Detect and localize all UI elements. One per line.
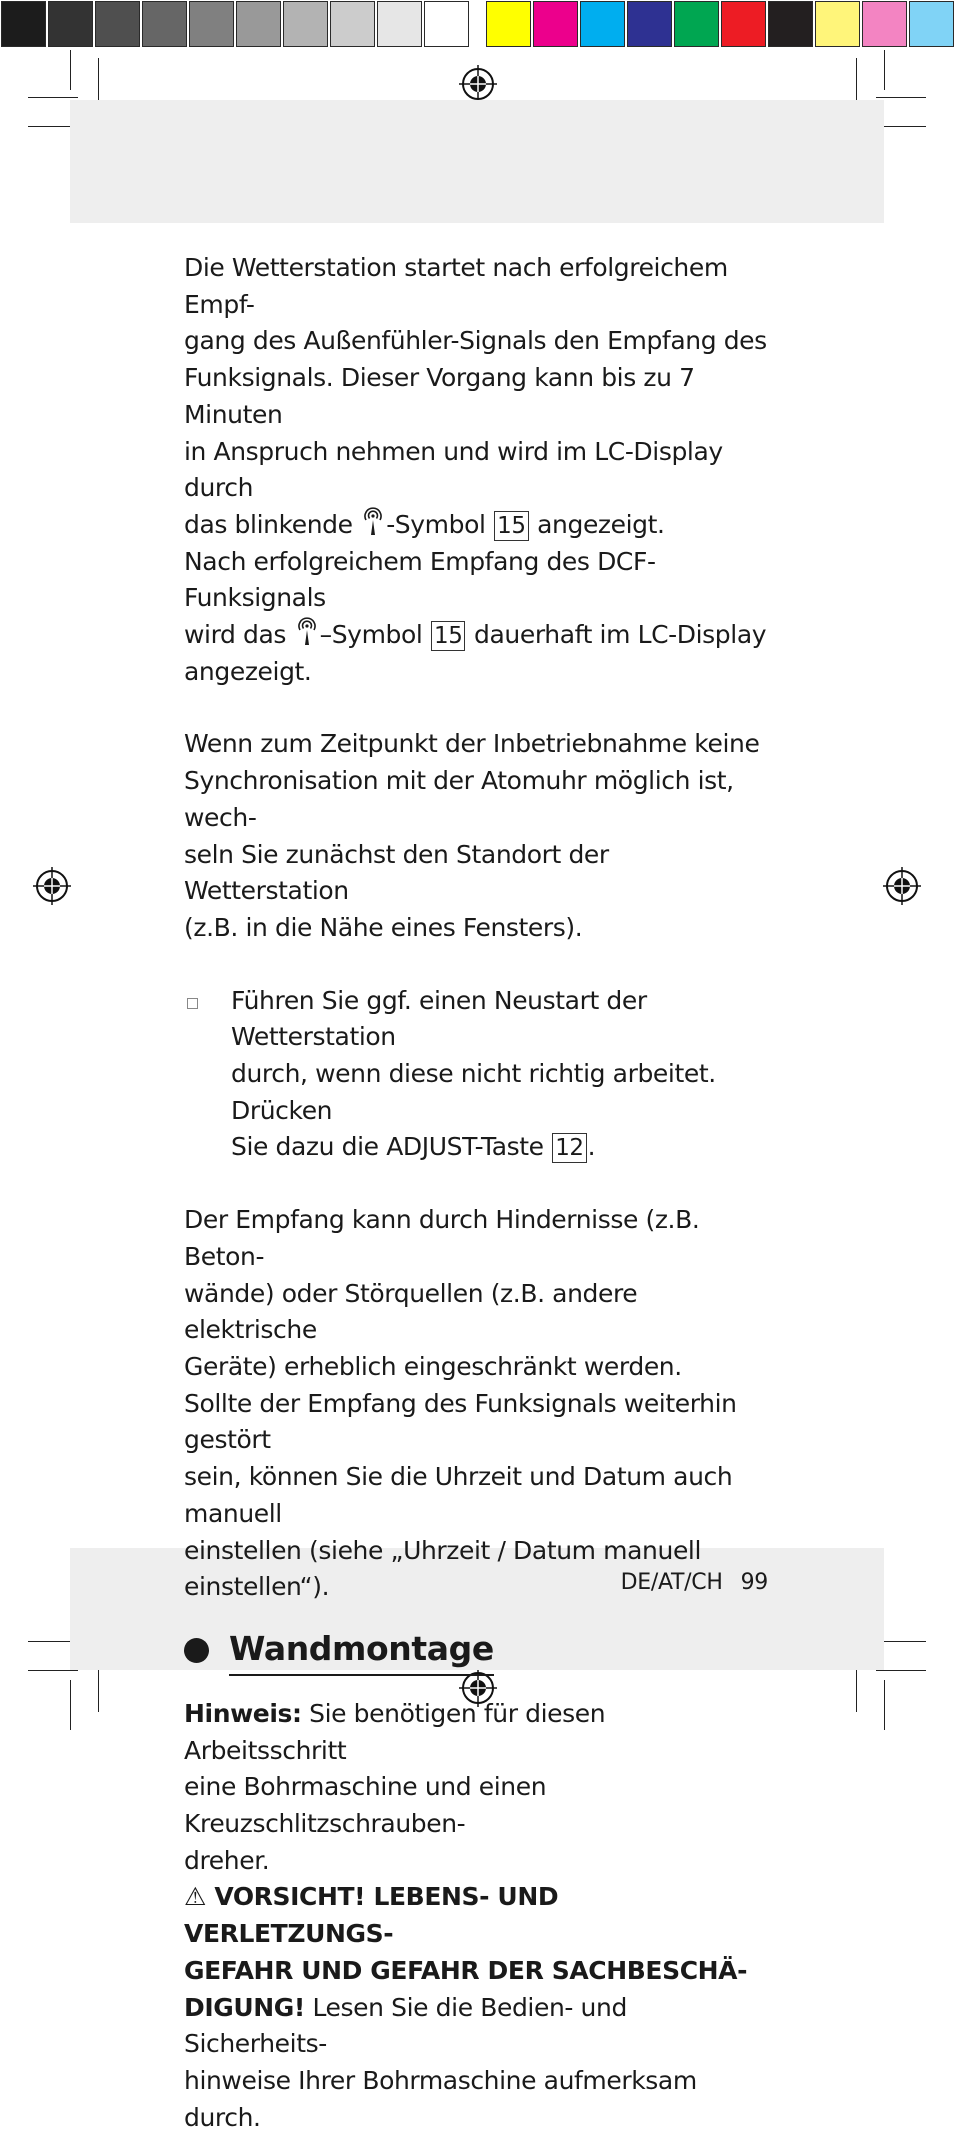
text-line xyxy=(184,1879,774,1952)
crop-mark xyxy=(876,1670,926,1671)
text-line: hinweise Ihrer Bohrmaschine aufmerksam durch. xyxy=(184,2065,697,2132)
list-item xyxy=(184,983,774,1167)
text-line: sein, können Sie die Uhrzeit und Datum auch manuell xyxy=(184,1462,733,1528)
page-content xyxy=(184,250,774,2136)
header-band xyxy=(70,100,884,223)
color-swatch xyxy=(189,1,234,47)
text-span: angezeigt. xyxy=(529,509,665,539)
text-line: dreher. xyxy=(184,1845,270,1875)
color-swatch xyxy=(95,1,140,47)
text-line xyxy=(184,1953,774,1990)
bullet-square-icon xyxy=(187,998,198,1009)
text-span: Sie dazu die ADJUST-Taste xyxy=(231,1132,552,1162)
crop-mark xyxy=(884,50,885,90)
radio-tower-icon xyxy=(360,507,386,537)
reference-number-box: 15 xyxy=(494,511,528,541)
text-span: GEFAHR UND GEFAHR DER SACHBESCHÄ- xyxy=(184,1955,748,1985)
warning-triangle-icon: ⚠ xyxy=(184,1882,207,1912)
color-swatch xyxy=(236,1,281,47)
text-span: wird das xyxy=(184,620,294,650)
text-line: Nach erfolgreichem Empfang des DCF-Funksignals xyxy=(184,546,656,613)
crop-mark xyxy=(70,1680,71,1730)
color-swatch xyxy=(330,1,375,47)
text-line xyxy=(184,1696,774,1769)
radio-tower-icon xyxy=(294,617,320,647)
text-line: in Anspruch nehmen und wird im LC-Display durch xyxy=(184,436,723,503)
text-line: einstellen (siehe „Uhrzeit / Datum manuell einstellen“). xyxy=(184,1535,702,1602)
color-swatch xyxy=(815,1,860,47)
color-swatch xyxy=(627,1,672,47)
registration-mark-icon xyxy=(458,64,498,104)
language-code: DE/AT/CH xyxy=(620,1570,723,1595)
text-span: Lesen Sie die Bedien- und Sicherheits- xyxy=(184,1992,627,2059)
text-line: durch, wenn diese nicht richtig arbeitet. Drücken xyxy=(231,1059,716,1125)
crop-mark xyxy=(70,50,71,90)
paragraph-interference xyxy=(184,1202,774,1606)
page-footer xyxy=(621,1570,768,1595)
crop-mark xyxy=(884,1680,885,1730)
registration-mark-icon xyxy=(32,866,72,906)
text-line: gang des Außenfühler-Signals den Empfang des xyxy=(184,326,767,356)
heading-text: Wandmontage xyxy=(229,1626,494,1676)
color-swatch xyxy=(424,1,469,47)
text-line: eine Bohrmaschine und einen Kreuzschlitzschrauben- xyxy=(184,1772,547,1839)
color-swatch xyxy=(909,1,954,47)
text-line: Geräte) erheblich eingeschränkt werden. xyxy=(184,1351,682,1381)
bullet-dot-icon xyxy=(184,1638,209,1663)
paragraph-synchronisation xyxy=(184,726,774,946)
color-swatch xyxy=(533,1,578,47)
text-line: Der Empfang kann durch Hindernisse (z.B. Beton- xyxy=(184,1205,700,1271)
text-line xyxy=(231,1129,774,1166)
text-line: Synchronisation mit der Atomuhr möglich ist, wech- xyxy=(184,766,734,832)
text-span: dauerhaft im LC-Display xyxy=(466,620,767,650)
text-line: Sollte der Empfang des Funksignals weiterhin gestört xyxy=(184,1388,737,1455)
crop-mark xyxy=(876,97,926,98)
page-number: 99 xyxy=(740,1570,768,1595)
text-line: angezeigt. xyxy=(184,656,312,686)
color-calibration-bar xyxy=(0,0,954,50)
text-span: VORSICHT! LEBENS- UND VERLETZUNGS- xyxy=(184,1882,559,1949)
color-swatch xyxy=(283,1,328,47)
text-line: seln Sie zunächst den Standort der Wetterstation xyxy=(184,839,609,906)
text-line: Funksignals. Dieser Vorgang kann bis zu 7 Minuten xyxy=(184,363,695,429)
color-swatch xyxy=(1,1,46,47)
text-span: . xyxy=(587,1132,596,1162)
section-heading xyxy=(184,1626,774,1676)
paragraph-radio-reception xyxy=(184,250,774,690)
registration-mark-icon xyxy=(882,866,922,906)
text-line: Führen Sie ggf. einen Neustart der Wetterstation xyxy=(231,985,647,1052)
color-swatch xyxy=(142,1,187,47)
color-swatch xyxy=(674,1,719,47)
note-label: Hinweis: xyxy=(184,1698,302,1728)
color-swatch xyxy=(721,1,766,47)
text-line xyxy=(184,1990,774,2063)
text-line xyxy=(184,617,774,654)
color-swatch xyxy=(48,1,93,47)
color-swatch xyxy=(862,1,907,47)
color-swatch xyxy=(486,1,531,47)
note-block xyxy=(184,1696,774,1880)
reference-number-box: 15 xyxy=(431,621,465,651)
reference-number-box: 12 xyxy=(552,1133,586,1163)
text-span: das blinkende xyxy=(184,509,361,539)
text-span: –Symbol xyxy=(319,620,430,650)
warning-block xyxy=(184,1879,774,2136)
crop-mark xyxy=(28,1670,78,1671)
text-span: Sie benötigen für diesen Arbeitsschritt xyxy=(184,1698,606,1765)
text-line: Wenn zum Zeitpunkt der Inbetriebnahme keine xyxy=(184,729,760,759)
text-line: wände) oder Störquellen (z.B. andere elektrische xyxy=(184,1278,638,1345)
text-line: Die Wetterstation startet nach erfolgreichem Empf- xyxy=(184,253,728,319)
color-swatch xyxy=(580,1,625,47)
text-span: -Symbol xyxy=(386,509,494,539)
color-swatch xyxy=(768,1,813,47)
color-swatch xyxy=(377,1,422,47)
text-line: (z.B. in die Nähe eines Fensters). xyxy=(184,912,583,942)
text-line xyxy=(184,507,774,544)
text-span: DIGUNG! xyxy=(184,1992,305,2022)
crop-mark xyxy=(28,97,78,98)
